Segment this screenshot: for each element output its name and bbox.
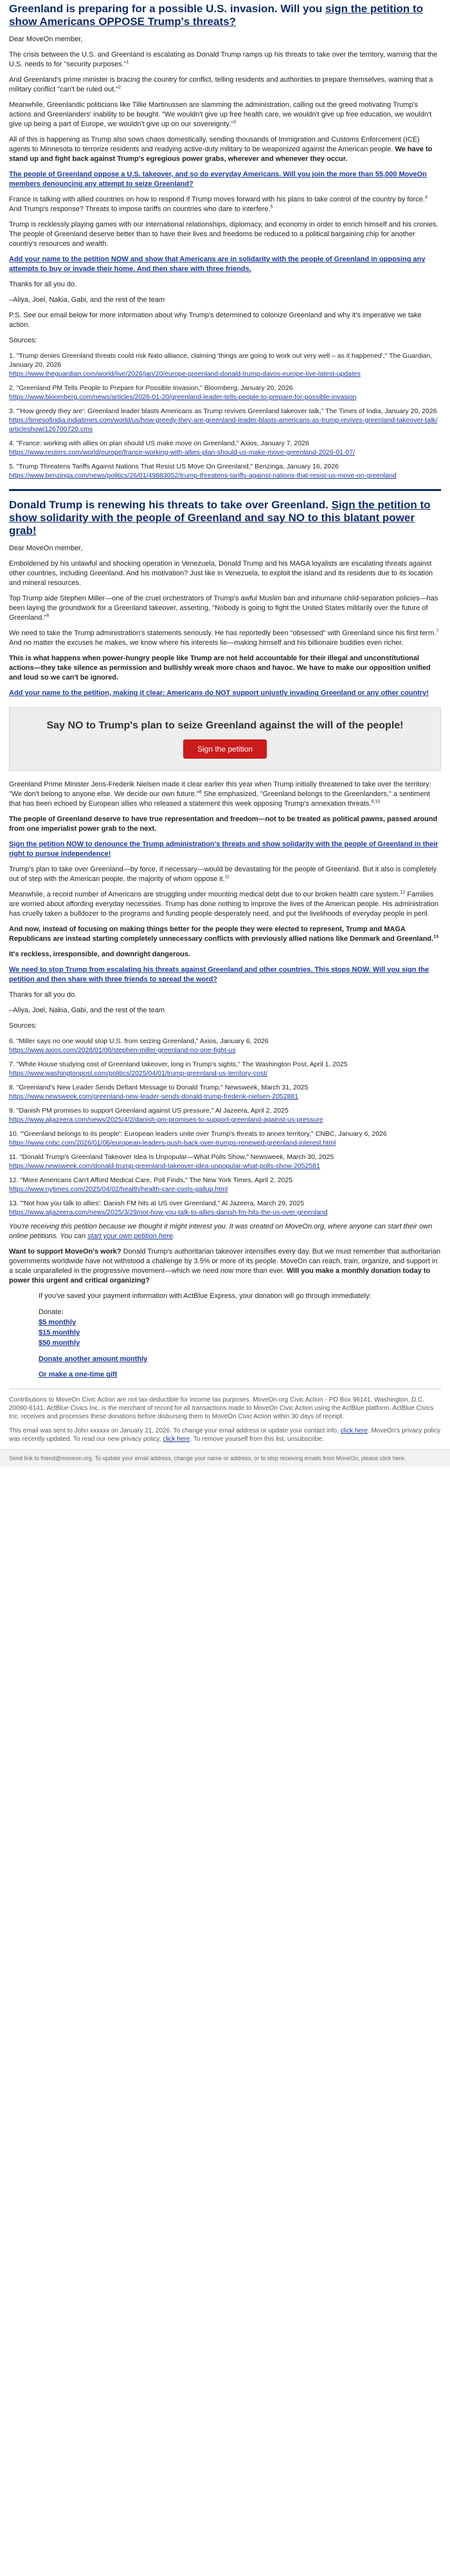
paragraph: And now, instead of focusing on making things better for the people they were elected to represent, Trump and MAGA Republicans are instead starting completely unnecessary conflicts with previously allied nations like Denmark and Greenland.$^{13}$ <box>9 925 439 943</box>
paragraph: It's reckless, irresponsible, and downright dangerous. <box>9 950 190 958</box>
privacy-policy-link[interactable]: click here <box>163 1436 190 1443</box>
footer-email-note: This email was sent to John xxxxxx on January 21, 2026. To change your email address or update your contact info, click here. MoveOn's privacy policy was recently updated. To read our new privacy policy, click here. To remove yourself from this list, unsubscribe. <box>9 1427 440 1443</box>
source-item <box>9 439 441 457</box>
source-item <box>9 1129 441 1147</box>
petition-link[interactable]: We need to stop Trump from escalating his threats against Greenland and other countries. This stops NOW. Will you sign the petition and then share with three friends to spread the word? <box>9 966 429 983</box>
section1-headline-text: Greenland is preparing for a possible U.S. invasion. Will you <box>9 3 326 15</box>
source-text: 6. "Miller says no one would stop U.S. from seizing Greenland," Axios, January 6, 2026 <box>9 1037 269 1045</box>
source-item <box>9 1153 441 1171</box>
section1-headline-link[interactable]: sign the petition to show Americans OPPOSE Trump's threats? <box>9 3 424 28</box>
source-text: 1. "Trump denies Greenland threats could risk Nato alliance, claiming 'things are going to work out very well – as it happened'," The Guardian, January 20, 2026 <box>9 352 433 369</box>
start-petition-link[interactable]: start your own petition here <box>87 1232 173 1240</box>
footer-legal: Contributions to MoveOn Civic Action are not tax-deductible for income tax purposes. MoveOn.org Civic Action - PO Box 96141, Washington, D.C. 20090-6141. ActBlue Civics Inc. is the merchant of record for all transactions made to MoveOn Civic Action using the ActBlue platform. ActBlue Civics Inc. receives and processes these donations before disbursing them to MoveOn Civic Action within 30 days of receipt. <box>9 1396 434 1420</box>
thanks-text: Thanks for all you do. <box>9 991 77 999</box>
paragraph: Meanwhile, a record number of Americans are struggling under mounting medical debt due to our broken health care system.$^{12}$ Families are worried about affording everyday necessities. Trump has done nothing to improve the lives of the American people. His administration has cruelly taken a bulldozer to the programs and funding people desperately need, and put the livelihoods of everyday people in peril. <box>9 890 439 918</box>
petition-link[interactable]: Add your name to the petition NOW and show that Americans are in solidarity with the people of Greenland in opposing any attempts to buy or invade their home. And then share with three friends. <box>9 255 426 273</box>
paragraph: France is talking with allied countries on how to respond if Trump moves forward with his plans to take control of the country by force.$^4$ And Trump's response? Threats to impose tariffs on countries who dare to interfere.$^5$ <box>9 195 428 213</box>
source-link[interactable]: https://timesofindia.indiatimes.com/world/us/how-greedy-they-are-greenland-leader-blasts-americans-as-trump-revives-greenland-takeover-talk/articleshow/126700720.cms <box>9 416 438 433</box>
paragraph: Emboldened by his unlawful and shocking operation in Venezuela, Donald Trump and his MAGA loyalists are escalating threats against other countries, including Greenland. And his motivation? Just like in Venezuela, to exploit the island and its residents due to its location and mineral resources. <box>9 560 433 587</box>
actblue-note: If you've saved your payment information with ActBlue Express, your donation will go through immediately: <box>39 1292 372 1300</box>
cta-title: Say NO to Trump's plan to seize Greenland against the will of the people! <box>46 720 404 731</box>
source-item <box>9 384 441 402</box>
source-link[interactable]: https://www.cnbc.com/2026/01/06/european-leaders-push-back-over-trumps-renewed-greenland-interest.html <box>9 1139 336 1147</box>
footer <box>9 1389 441 1443</box>
donate-50-monthly-link[interactable]: $50 monthly <box>39 1339 80 1347</box>
paragraph: Meanwhile, Greenlandic politicians like Tillie Martinussen are slamming the administration, calling out the greed motivating Trump's actions and Greenlanders' inability to be bought. "We wouldn't give up free health care, we wouldn't give up free education, we wouldn't give up being a part of Europe, we wouldn't give up on our sovereignty."$^3$ <box>9 101 432 128</box>
source-link[interactable]: https://www.reuters.com/world/europe/france-working-with-allies-plan-should-us-make-move-greenland-2026-01-07/ <box>9 449 356 456</box>
petition-link[interactable]: The people of Greenland oppose a U.S. takeover, and so do everyday Americans. Will you join the more than 55,000 MoveOn members denouncing any attempt to seize Greenland? <box>9 171 427 188</box>
source-item <box>9 1199 441 1217</box>
paragraph: Top Trump aide Stephen Miller—one of the cruel orchestrators of Trump's awful Muslim ban and inhumane child-separation policies—has been laying the groundwork for a Greenland takeover, asserting, "Nobody is going to fight the United States militarily over the future of Greenland."$^6$ <box>9 595 438 622</box>
source-link[interactable]: https://www.axios.com/2026/01/06/stephen-miller-greenland-no-one-fight-us <box>9 1046 236 1054</box>
petition-link[interactable]: Sign the petition NOW to denounce the Trump administration's threats and show solidarity with the people of Greenland in their right to pursue independence! <box>9 840 438 858</box>
paragraph: Trump is recklessly playing games with our international relationships, diplomacy, and economy in order to enrich himself and his cronies. The people of Greenland deserve better than to have their lives and freedoms be reduced to a political bargaining chip for another country's resources and wealth. <box>9 221 438 248</box>
paragraph: And Greenland's prime minister is bracing the country for conflict, telling residents and authorities to prepare themselves, warning that a military conflict "can't be ruled out."$^2$ <box>9 76 433 93</box>
paragraph: Trump's plan to take over Greenland—by force, if necessary—would be devastating for the people of Greenland. But it also is completely out of step with the American people, the majority of whom oppose it.$^{11}$ <box>9 866 437 883</box>
source-text: 7. "White House studying cost of Greenland takeover, long in Trump's sights," The Washington Post, April 1, 2025 <box>9 1061 348 1068</box>
source-text: 13. "'Not how you talk to allies': Danish FM hits at US over Greenland," Al Jazeera, March 29, 2025 <box>9 1200 305 1207</box>
thanks-text: Thanks for all you do. <box>9 281 77 288</box>
source-item <box>9 1083 441 1101</box>
update-contact-link[interactable]: click here <box>340 1427 368 1434</box>
greeting: Dear MoveOn member, <box>9 35 83 43</box>
donate-intro: Want to support MoveOn's work? Donald Trump's authoritarian takeover intensifies every day. But we must remember that authoritarian governments worldwide have not withstood a challenge by 3.5% or more of its people. MoveOn can reach, train, organize, and support in a scale unparalleled in the progressive movement—which we need now more than ever. Will you make a monthly donation today to power this urgent and critical organizing? <box>9 1248 441 1284</box>
source-link[interactable]: https://www.bloomberg.com/news/articles/2026-01-20/greenland-leader-tells-people-to-prepare-for-possible-invasion <box>9 393 357 401</box>
source-link[interactable]: https://www.theguardian.com/world/live/2026/jan/20/europe-greenland-donald-trump-davos-europe-live-latest-updates <box>9 370 361 378</box>
sources-label: Sources: <box>9 337 37 344</box>
source-link[interactable]: https://www.benzinga.com/news/politics/26/01/49883052/trump-threatens-tariffs-against-nations-that-resist-us-move-on-greenland <box>9 472 397 479</box>
signoff-text: –Aliya, Joel, Nakia, Gabi, and the rest of the team <box>9 1006 165 1014</box>
source-link[interactable]: https://www.aljazeera.com/news/2025/4/2/danish-pm-promises-to-support-greenland-against-us-pressure <box>9 1116 323 1124</box>
section1-headline <box>9 3 441 28</box>
donate-5-monthly-link[interactable]: $5 monthly <box>39 1319 76 1326</box>
bottom-bar: Send link to friend@moveon.org. To update your email address, change your name or address, or to stop receiving emails from MoveOn, please click here. <box>0 1449 450 1467</box>
section2-headline <box>9 499 441 537</box>
source-item <box>9 1106 441 1124</box>
source-text: 8. "Greenland's New Leader Sends Defiant Message to Donald Trump," Newsweek, March 31, 2025 <box>9 1084 309 1091</box>
donate-block <box>9 1292 441 1380</box>
cta-box <box>9 707 441 771</box>
paragraph: Greenland Prime Minister Jens-Frederik Nielsen made it clear earlier this year when Trump initially threatened to take over the territory: "We don't belong to anyone else. We decide our own future."$^8$ She emphasized, "Greenland belongs to the Greenlanders," a sentiment that has been echoed by European allies who released a statement this week opposing Trump's annexation threats.$^{9,10}$ <box>9 781 431 808</box>
source-link[interactable]: https://www.washingtonpost.com/politics/2025/04/01/trump-greenland-us-territory-cost/ <box>9 1070 268 1077</box>
source-item <box>9 1176 441 1194</box>
source-link[interactable]: https://www.aljazeera.com/news/2025/3/29/not-how-you-talk-to-allies-danish-fm-hits-the-us-over-greenland <box>9 1209 328 1216</box>
source-text: 9. "Danish PM promises to support Greenland against US pressure," Al Jazeera, April 2, 2025 <box>9 1107 289 1115</box>
section2-headline-text: Donald Trump is renewing his threats to take over Greenland. <box>9 499 332 511</box>
sources-list <box>9 351 441 480</box>
source-text: 2. "Greenland PM Tells People to Prepare for Possible Invasion," Bloomberg, January 20, 2026 <box>9 384 293 392</box>
source-item <box>9 1060 441 1078</box>
source-link[interactable]: https://www.nytimes.com/2025/04/02/health/health-care-costs-gallup.html <box>9 1185 228 1193</box>
donate-one-time-link[interactable]: Or make a one-time gift <box>39 1371 118 1378</box>
source-link[interactable]: https://www.newsweek.com/donald-trump-greenland-takeover-idea-unpopular-what-polls-show-2052581 <box>9 1162 320 1170</box>
source-item <box>9 407 441 434</box>
source-text: 4. "France: working with allies on plan should US make move on Greenland," Axios, January 7, 2026 <box>9 440 309 447</box>
paragraph: All of this is happening as Trump also sows chaos domestically, sending thousands of Immigration and Customs Enforcement (ICE) agents to Minnesota to terrorize residents and readying active-duty military to be weaponized against the American people. We have to stand up and fight back against Trump's egregious power grabs, wherever and whenever they occur. <box>9 136 433 163</box>
signoff-text: –Aliya, Joel, Nakia, Gabi, and the rest of the team <box>9 296 165 304</box>
source-text: 10. "'Greenland belongs to its people': European leaders unite over Trump's threats to annex territory," CNBC, January 6, 2026 <box>9 1130 387 1138</box>
petition-link[interactable]: Add your name to the petition, making it clear: Americans do NOT support unjustly invading Greenland or any other country! <box>9 689 429 697</box>
greeting: Dear MoveOn member, <box>9 544 83 552</box>
source-item <box>9 462 441 480</box>
ps-text: P.S. See our email below for more information about why Trump's determined to colonize Greenland and why it's imperative we take action. <box>9 311 422 329</box>
donate-other-amount-link[interactable]: Donate another amount monthly <box>39 1355 148 1363</box>
source-text: 3. "'How greedy they are': Greenland leader blasts Americans as Trump revives Greenland takeover talk," The Times of India, January 20, 2026 <box>9 407 437 415</box>
petition-note: You're receiving this petition because we thought it might interest you. It was created on MoveOn.org, where anyone can start their own online petitions. You can start your own petition here. <box>9 1223 433 1240</box>
source-item <box>9 351 441 378</box>
source-link[interactable]: https://www.newsweek.com/greenland-new-leader-sends-donald-trump-frederik-nielsen-2052881 <box>9 1093 298 1100</box>
section2-headline-link[interactable]: Sign the petition to show solidarity with the people of Greenland and say NO to this blatant power grab! <box>9 499 431 537</box>
paragraph: The people of Greenland deserve to have true representation and freedom—not to be treated as political pawns, passed around from one imperialist power grab to the next. <box>9 815 438 833</box>
source-text: 5. "Trump Threatens Tariffs Against Nations That Resist US Move On Greenland," Benzinga, January 16, 2026 <box>9 463 339 470</box>
sources-list <box>9 1037 441 1217</box>
source-item <box>9 1037 441 1055</box>
section-divider <box>9 489 441 491</box>
donate-label: Donate: <box>39 1308 64 1316</box>
sources-label: Sources: <box>9 1022 37 1030</box>
paragraph: We need to take the Trump administration's statements seriously. He has reportedly been "obsessed" with Greenland since his first term.$^7$ And no matter the excuses he makes, we know where his interests lie—making himself and his billionaire buddies even richer. <box>9 629 439 647</box>
donate-15-monthly-link[interactable]: $15 monthly <box>39 1329 80 1337</box>
paragraph: The crisis between the U.S. and Greenland is escalating as Donald Trump ramps up his threats to take over the territory, warning that the U.S. needs to for "security purposes."$^1$ <box>9 51 438 68</box>
source-text: 12. "More Americans Can't Afford Medical Care, Poll Finds," The New York Times, April 2, 2025 <box>9 1176 292 1184</box>
paragraph: This is what happens when power-hungry people like Trump are not held accountable for their illegal and unconstitutional actions—they take silence as permission and bullishly wreak more chaos and havoc. We have to make our opposition unified and loud so we can't be ignored. <box>9 654 431 681</box>
sign-petition-button[interactable]: Sign the petition <box>183 739 267 759</box>
source-text: 11. "Donald Trump's Greenland Takeover Idea Is Unpopular—What Polls Show," Newsweek, March 30, 2025 <box>9 1153 334 1161</box>
